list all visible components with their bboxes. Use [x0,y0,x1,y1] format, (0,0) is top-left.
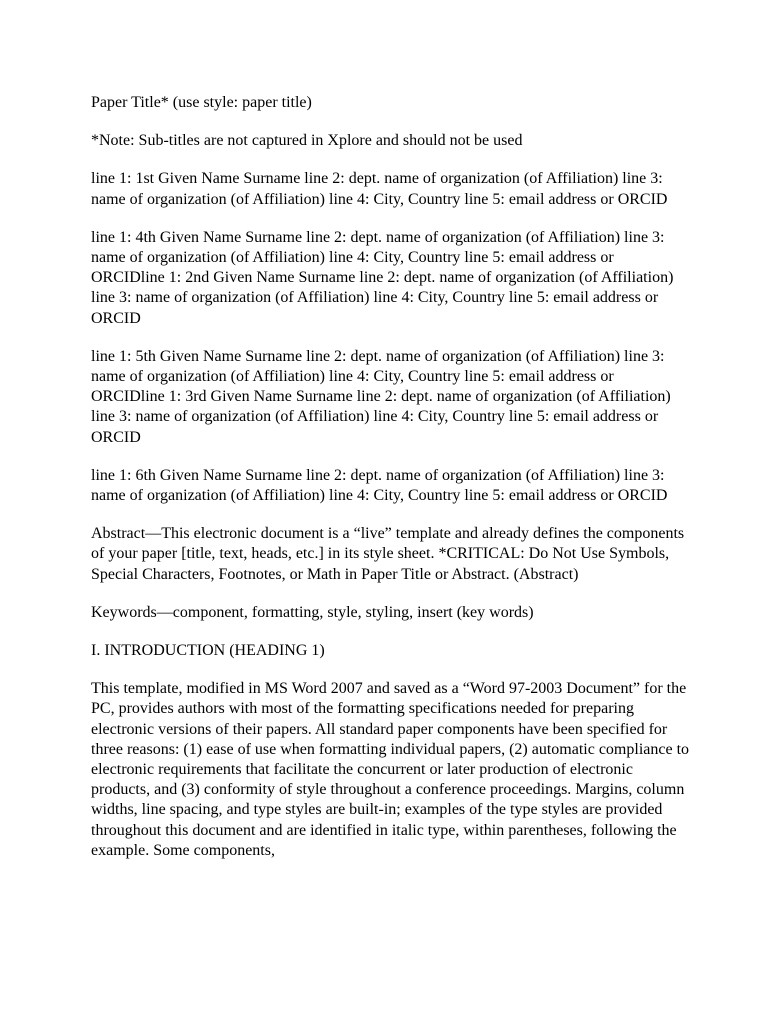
abstract: Abstract—This electronic document is a “live” template and already defines the components of your paper [title, text, heads, etc.] in its style sheet. *CRITICAL: Do Not Use Symbols, Special Characters, Footnotes, or Math in Paper Title or Abstract. (Abstract) [91,525,685,583]
author-block-1: line 1: 1st Given Name Surname line 2: dept. name of organization (of Affiliation) line 3: name of organization (of Affiliation) line 4: City, Country line 5: email address or ORCID [91,170,668,208]
section-heading-introduction: I. INTRODUCTION (HEADING 1) [91,642,325,660]
subtitle-note: *Note: Sub-titles are not captured in Xplore and should not be used [91,132,523,150]
keywords: Keywords—component, formatting, style, styling, insert (key words) [91,603,534,621]
author-block-3: line 1: 5th Given Name Surname line 2: dept. name of organization (of Affiliation) line 3: name of organization (of Affiliation) line 4: City, Country line 5: email address or ORCIDline 1: 3rd Given Name Surname line 2: dept. name of organization (of Affiliation) line 3: name of organization (of Affiliation) line 4: City, Country line 5: email address or ORCID [91,347,671,446]
author-block-2: line 1: 4th Given Name Surname line 2: dept. name of organization (of Affiliation) line 3: name of organization (of Affiliation) line 4: City, Country line 5: email address or ORCIDline 1: 2nd Given Name Surname line 2: dept. name of organization (of Affiliation) line 3: name of organization (of Affiliation) line 4: City, Country line 5: email address or ORCID [91,228,674,327]
paper-title: Paper Title* (use style: paper title) [91,94,312,111]
introduction-paragraph: This template, modified in MS Word 2007 and saved as a “Word 97-2003 Document” for the PC, provides authors with most of the formatting specifications needed for preparing electronic versions of their papers. All standard paper components have been specified for three reasons: (1) ease of use when formatting individual papers, (2) automatic compliance to electronic requirements that facilitate the concurrent or later production of electronic products, and (3) conformity of style throughout a conference proceedings. Margins, column widths, line spacing, and type styles are built-in; examples of the type styles are provided throughout this document and are identified in italic type, within parentheses, following the example. Some components, [91,680,690,859]
author-block-4: line 1: 6th Given Name Surname line 2: dept. name of organization (of Affiliation) line 3: name of organization (of Affiliation) line 4: City, Country line 5: email address or ORCID [91,466,668,505]
document-page [91,93,691,879]
